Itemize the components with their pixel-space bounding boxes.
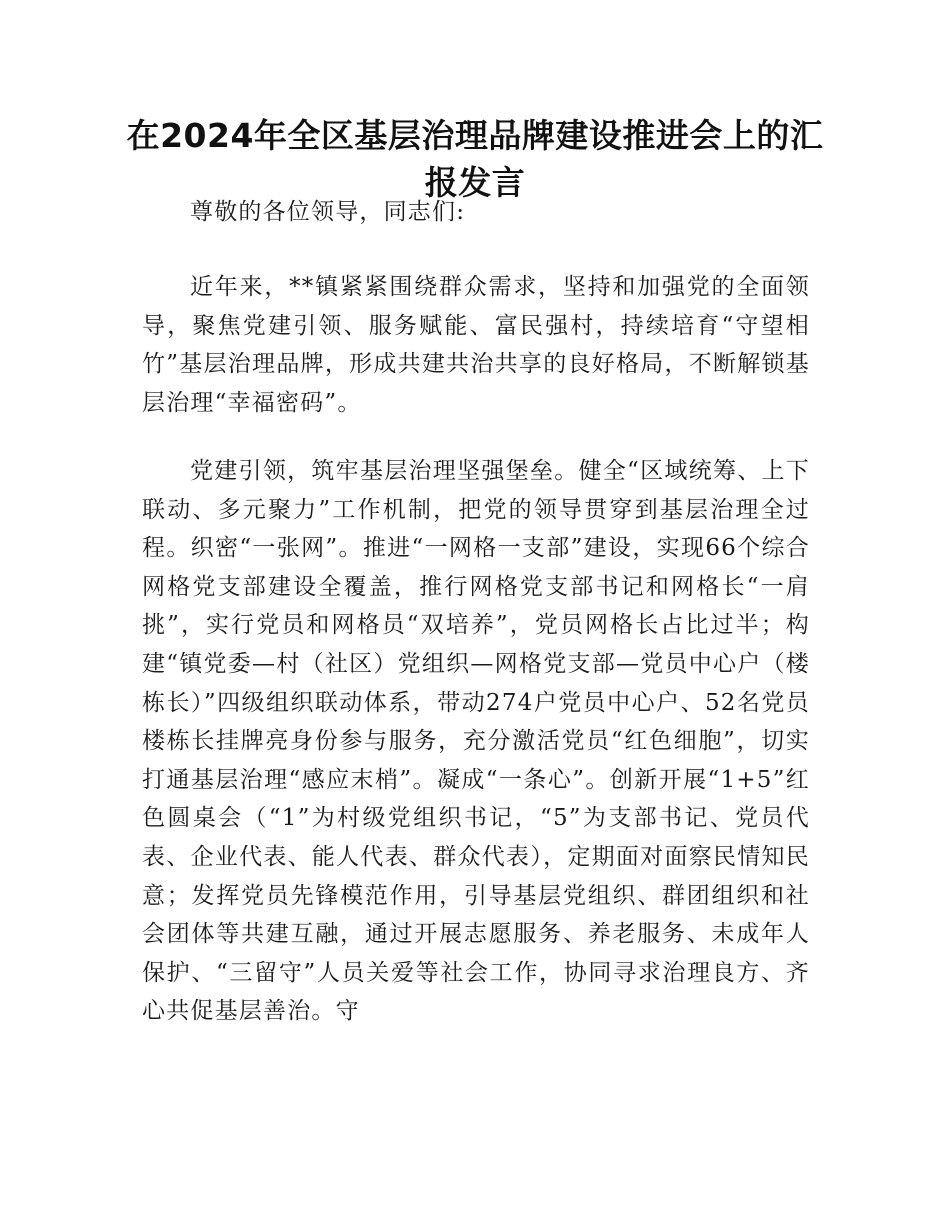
paragraph-party-building: 党建引领，筑牢基层治理坚强堡垒。健全“区域统筹、上下联动、多元聚力”工作机制，把党的领导贯穿到基层治理全过程。织密“一张网”。推进“一网格一支部”建设，实现66个综合网格党支部建设全覆盖，推行网格党支部书记和网格长“一肩挑”，实行党员和网格员“双培养”，党员网格长占比过半；构建“镇党委—村（社区）党组织—网格党支部—党员中心户（楼栋长）”四级组织联动体系，带动274户党员中心户、52名党员楼栋长挂牌亮身份参与服务，充分激活党员“红色细胞”，切实打通基层治理“感应末梢”。凝成“一条心”。创新开展“1+5”红色圆桌会（“1”为村级党组织书记，“5”为支部书记、党员代表、企业代表、能人代表、群众代表），定期面对面察民情知民意；发挥党员先锋模范作用，引导基层党组织、群团组织和社会团体等共建互融，通过开展志愿服务、养老服务、未成年人保护、“三留守”人员关爱等社会工作，协同寻求治理良方、齐心共促基层善治。守	[142, 458, 810, 1025]
document-title: 在2024年全区基层治理品牌建设推进会上的汇报发言	[126, 116, 824, 202]
paragraph-intro: 近年来，**镇紧紧围绕群众需求，坚持和加强党的全面领导，聚焦党建引领、服务赋能、富民强村，持续培育“守望相竹”基层治理品牌，形成共建共治共享的良好格局，不断解锁基层治理“幸福密码”。	[142, 274, 810, 416]
salutation: 尊敬的各位领导，同志们:	[190, 199, 466, 225]
